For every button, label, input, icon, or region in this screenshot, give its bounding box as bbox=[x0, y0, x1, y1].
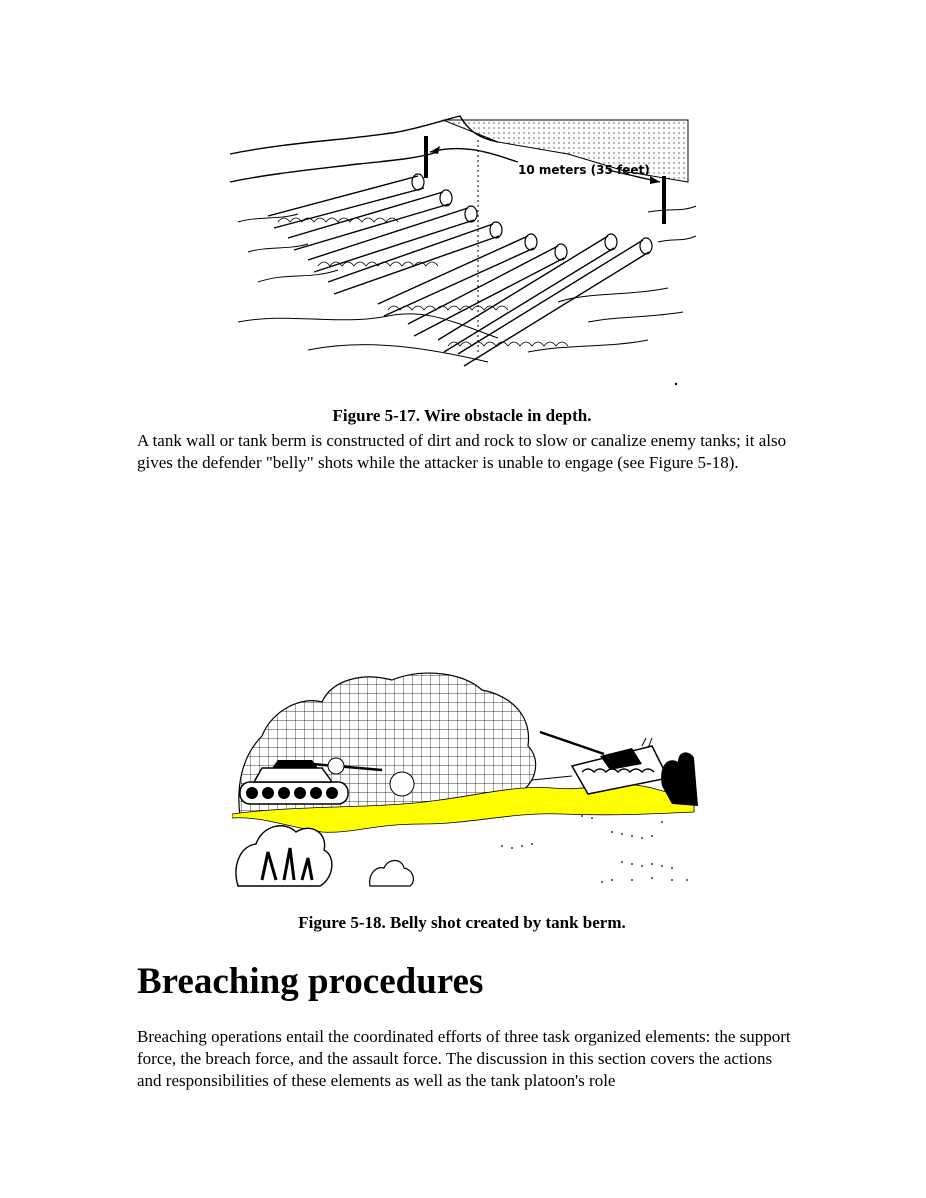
section-heading: Breaching procedures bbox=[137, 961, 484, 1002]
distance-label: 10 meters (35 feet) bbox=[518, 163, 650, 177]
belly-shot-illustration bbox=[232, 666, 700, 892]
tank-berm-paragraph: A tank wall or tank berm is constructed of dirt and rock to slow or canalize enemy tanks; it also gives the defender "belly" shots while the attacker is unable to engage (see Figure 5-18). bbox=[137, 431, 787, 472]
breaching-paragraph: Breaching operations entail the coordinated efforts of three task organized elements: the support force, the breach force, and the assault force. The discussion in this section covers the actions and responsibilities of these elements as well as the tank platoon's role bbox=[137, 1027, 791, 1090]
figure-5-18-caption: Figure 5-18. Belly shot created by tank berm. bbox=[298, 913, 626, 932]
wire-coil-rows bbox=[268, 176, 649, 366]
attacker-tank bbox=[540, 732, 668, 794]
figure-5-17-caption: Figure 5-17. Wire obstacle in depth. bbox=[332, 406, 592, 425]
wire-obstacle-illustration bbox=[228, 112, 698, 394]
small-bush bbox=[370, 861, 414, 887]
